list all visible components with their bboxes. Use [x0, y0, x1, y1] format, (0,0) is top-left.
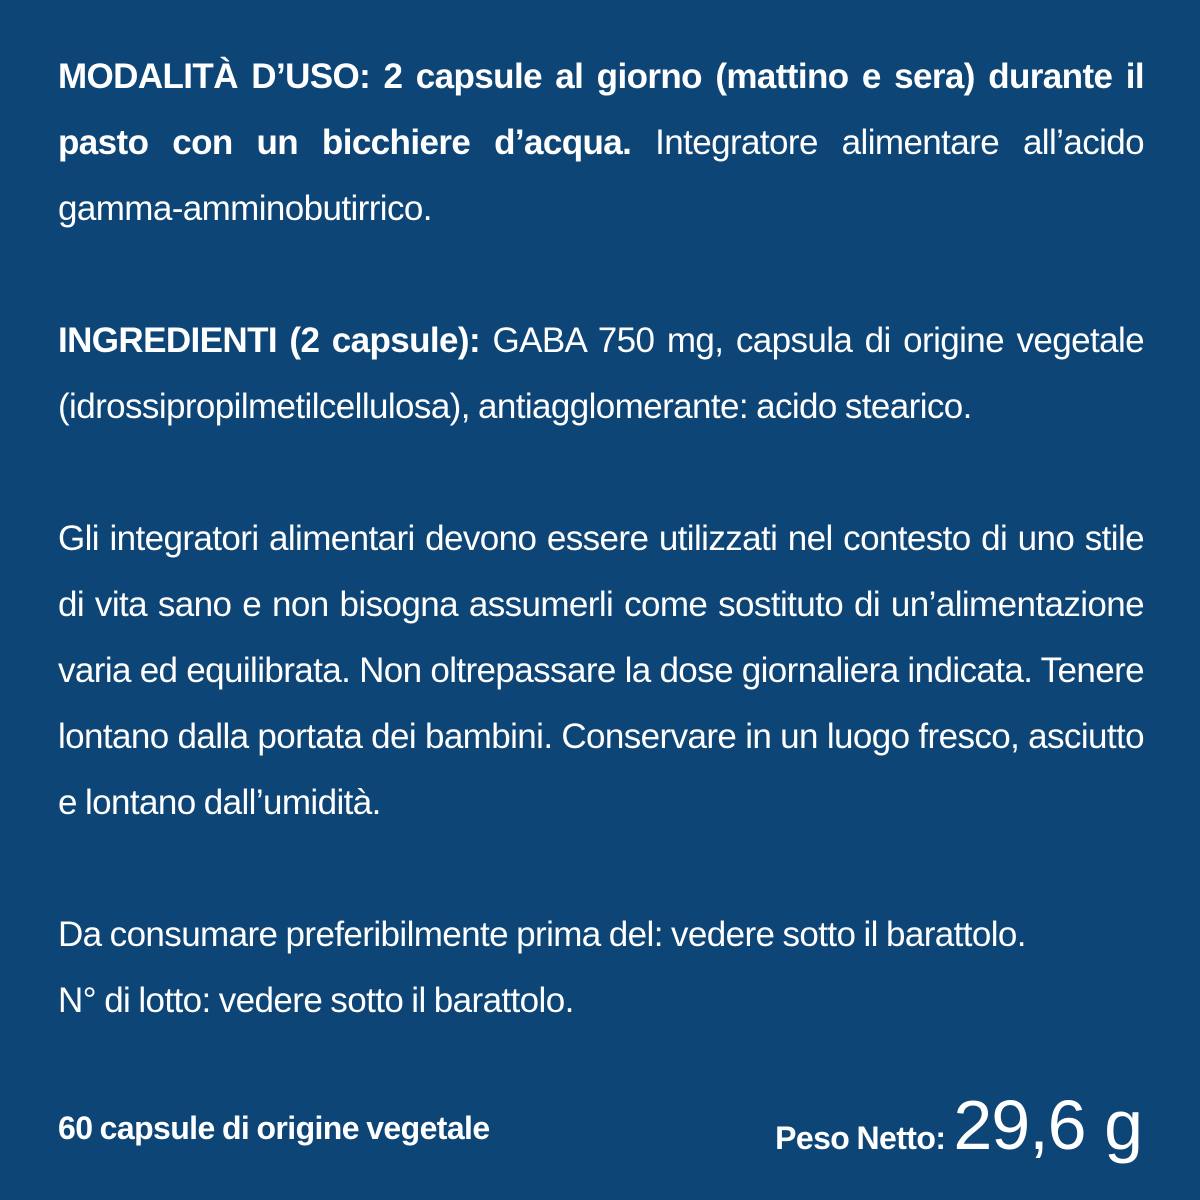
ingredients-text: GABA 750 mg, capsula di origine vegetale (idrossipropilmetilcellulosa), antiagglomerante: acido stearico.: [58, 321, 1144, 426]
lot-line: N° di lotto: vedere sotto il barattolo.: [58, 981, 574, 1020]
net-weight-label: Peso Netto:: [775, 1120, 946, 1156]
usage-text: Integratore alimentare all’acido gamma-amminobutirrico.: [58, 123, 1145, 228]
net-weight-value: 29,6 g: [953, 1086, 1142, 1164]
label-content: [58, 44, 1144, 1034]
ingredients-paragraph: [58, 308, 1144, 440]
usage-paragraph: [58, 44, 1144, 242]
expiry-line: Da consumare preferibilmente prima del: vedere sotto il barattolo.: [58, 915, 1026, 954]
capsule-count: 60 capsule di origine vegetale: [58, 1110, 490, 1146]
net-weight: [775, 1085, 1142, 1165]
label-footer: [58, 1085, 1142, 1165]
ingredients-label: INGREDIENTI (2 capsule):: [58, 321, 481, 360]
warnings-paragraph: Gli integratori alimentari devono essere utilizzati nel contesto di uno stile di vita sano e non bisogna assumerli come sostituto di un’alimentazione varia ed equilibrata. Non oltrepassare la dose giornaliera indicata. Tenere lontano dalla portata dei bambini. Conservare in un luogo fresco, asciutto e lontano dall’umidità.: [58, 519, 1144, 822]
usage-label: MODALITÀ D’USO: 2 capsule al giorno (mattino e sera) durante il pasto con un bicchiere d’acqua.: [58, 57, 1144, 162]
